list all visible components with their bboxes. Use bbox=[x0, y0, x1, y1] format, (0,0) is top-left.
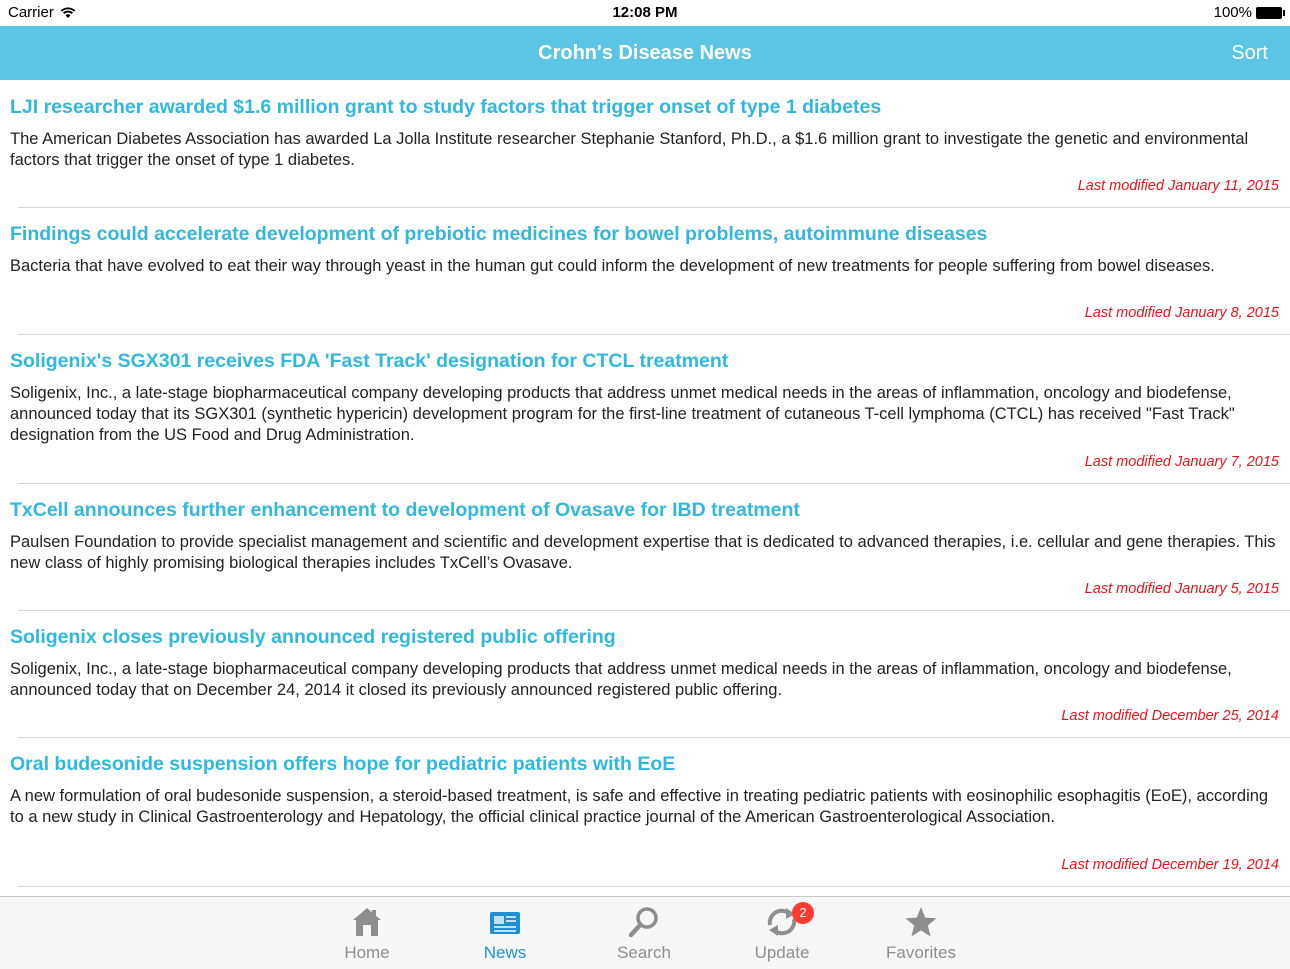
tab-news[interactable] bbox=[455, 897, 555, 969]
list-item[interactable] bbox=[0, 80, 1290, 207]
home-icon bbox=[349, 905, 385, 939]
tab-search-label: Search bbox=[617, 943, 671, 962]
article-date: Last modified December 25, 2014 bbox=[1061, 708, 1279, 724]
list-item[interactable] bbox=[0, 483, 1290, 610]
article-title[interactable]: Oral budesonide suspension offers hope for pediatric patients with EoE bbox=[10, 753, 676, 775]
tab-search[interactable] bbox=[594, 897, 694, 969]
article-summary: Bacteria that have evolved to eat their way through yeast in the human gut could inform the development of new treatments for people suffering from bowel diseases. bbox=[10, 257, 1215, 275]
article-title[interactable]: LJI researcher awarded $1.6 million grant to study factors that trigger onset of type 1 diabetes bbox=[10, 96, 882, 118]
article-date: Last modified December 19, 2014 bbox=[1061, 857, 1279, 873]
search-icon bbox=[626, 905, 662, 939]
tab-bar bbox=[0, 896, 1290, 969]
news-icon bbox=[487, 905, 523, 939]
news-list[interactable] bbox=[0, 80, 1290, 896]
tab-news-label: News bbox=[483, 943, 527, 962]
page-title: Crohn's Disease News bbox=[538, 42, 752, 64]
battery-icon bbox=[1256, 7, 1282, 19]
status-bar bbox=[0, 0, 1290, 26]
article-title[interactable]: Findings could accelerate development of prebiotic medicines for bowel problems, autoimmune diseases bbox=[10, 223, 988, 245]
article-summary: Soligenix, Inc., a late-stage biopharmaceutical company developing products that address unmet medical needs in the areas of inflammation, oncology and biodefense, announced today that on December 24, 2014 it closed its previously announced registered public offering. bbox=[10, 660, 1232, 699]
tab-update-label: Update bbox=[754, 943, 810, 962]
article-title[interactable]: TxCell announces further enhancement to development of Ovasave for IBD treatment bbox=[10, 499, 800, 521]
sort-button[interactable]: Sort bbox=[1231, 42, 1268, 64]
divider bbox=[18, 886, 1290, 887]
article-date: Last modified January 5, 2015 bbox=[1084, 581, 1279, 597]
tab-home[interactable] bbox=[317, 897, 417, 969]
article-title[interactable]: Soligenix closes previously announced registered public offering bbox=[10, 626, 616, 648]
article-summary: The American Diabetes Association has awarded La Jolla Institute researcher Stephanie Stanford, Ph.D., a $1.6 million grant to investigate the genetic and environmental factors that trigger the onset of type 1 diabetes. bbox=[10, 130, 1249, 169]
article-title[interactable]: Soligenix's SGX301 receives FDA 'Fast Track' designation for CTCL treatment bbox=[10, 350, 729, 372]
article-summary: Soligenix, Inc., a late-stage biopharmaceutical company developing products that address unmet medical needs in the areas of inflammation, oncology and biodefense, announced today that its SGX301 (synthetic hypericin) development program for the first-line treatment of cutaneous T-cell lymphoma (CTCL) has received "Fast Track" designation from the US Food and Drug Administration. bbox=[10, 384, 1235, 444]
article-summary: A new formulation of oral budesonide suspension, a steroid-based treatment, is safe and effective in treating pediatric patients with eosinophilic esophagitis (EoE), according to a new study in Clinical Gastroenterology and Hepatology, the official clinical practice journal of the American Gastroenterological Association. bbox=[10, 787, 1269, 826]
carrier-label: Carrier bbox=[8, 4, 54, 21]
star-icon bbox=[903, 905, 939, 939]
tab-favorites-label: Favorites bbox=[886, 943, 956, 962]
battery-percent: 100% bbox=[1213, 4, 1252, 21]
list-item[interactable] bbox=[0, 334, 1290, 483]
list-item[interactable] bbox=[0, 207, 1290, 334]
list-item[interactable] bbox=[0, 737, 1290, 886]
article-summary: Paulsen Foundation to provide specialist management and scientific and development expertise that is dedicated to advanced therapies, i.e. cellular and gene therapies. This new class of highly promising biological therapies includes TxCell’s Ovasave. bbox=[10, 533, 1276, 572]
clock: 12:08 PM bbox=[612, 4, 678, 21]
battery-indicator bbox=[1214, 4, 1282, 21]
article-date: Last modified January 8, 2015 bbox=[1084, 305, 1279, 321]
tab-favorites[interactable] bbox=[871, 897, 971, 969]
article-date: Last modified January 11, 2015 bbox=[1077, 178, 1279, 194]
article-date: Last modified January 7, 2015 bbox=[1084, 454, 1279, 470]
tab-home-label: Home bbox=[344, 943, 390, 962]
tab-update[interactable] bbox=[732, 897, 832, 969]
list-item[interactable] bbox=[0, 610, 1290, 737]
navigation-bar bbox=[0, 26, 1290, 80]
update-badge: 2 bbox=[792, 902, 814, 924]
